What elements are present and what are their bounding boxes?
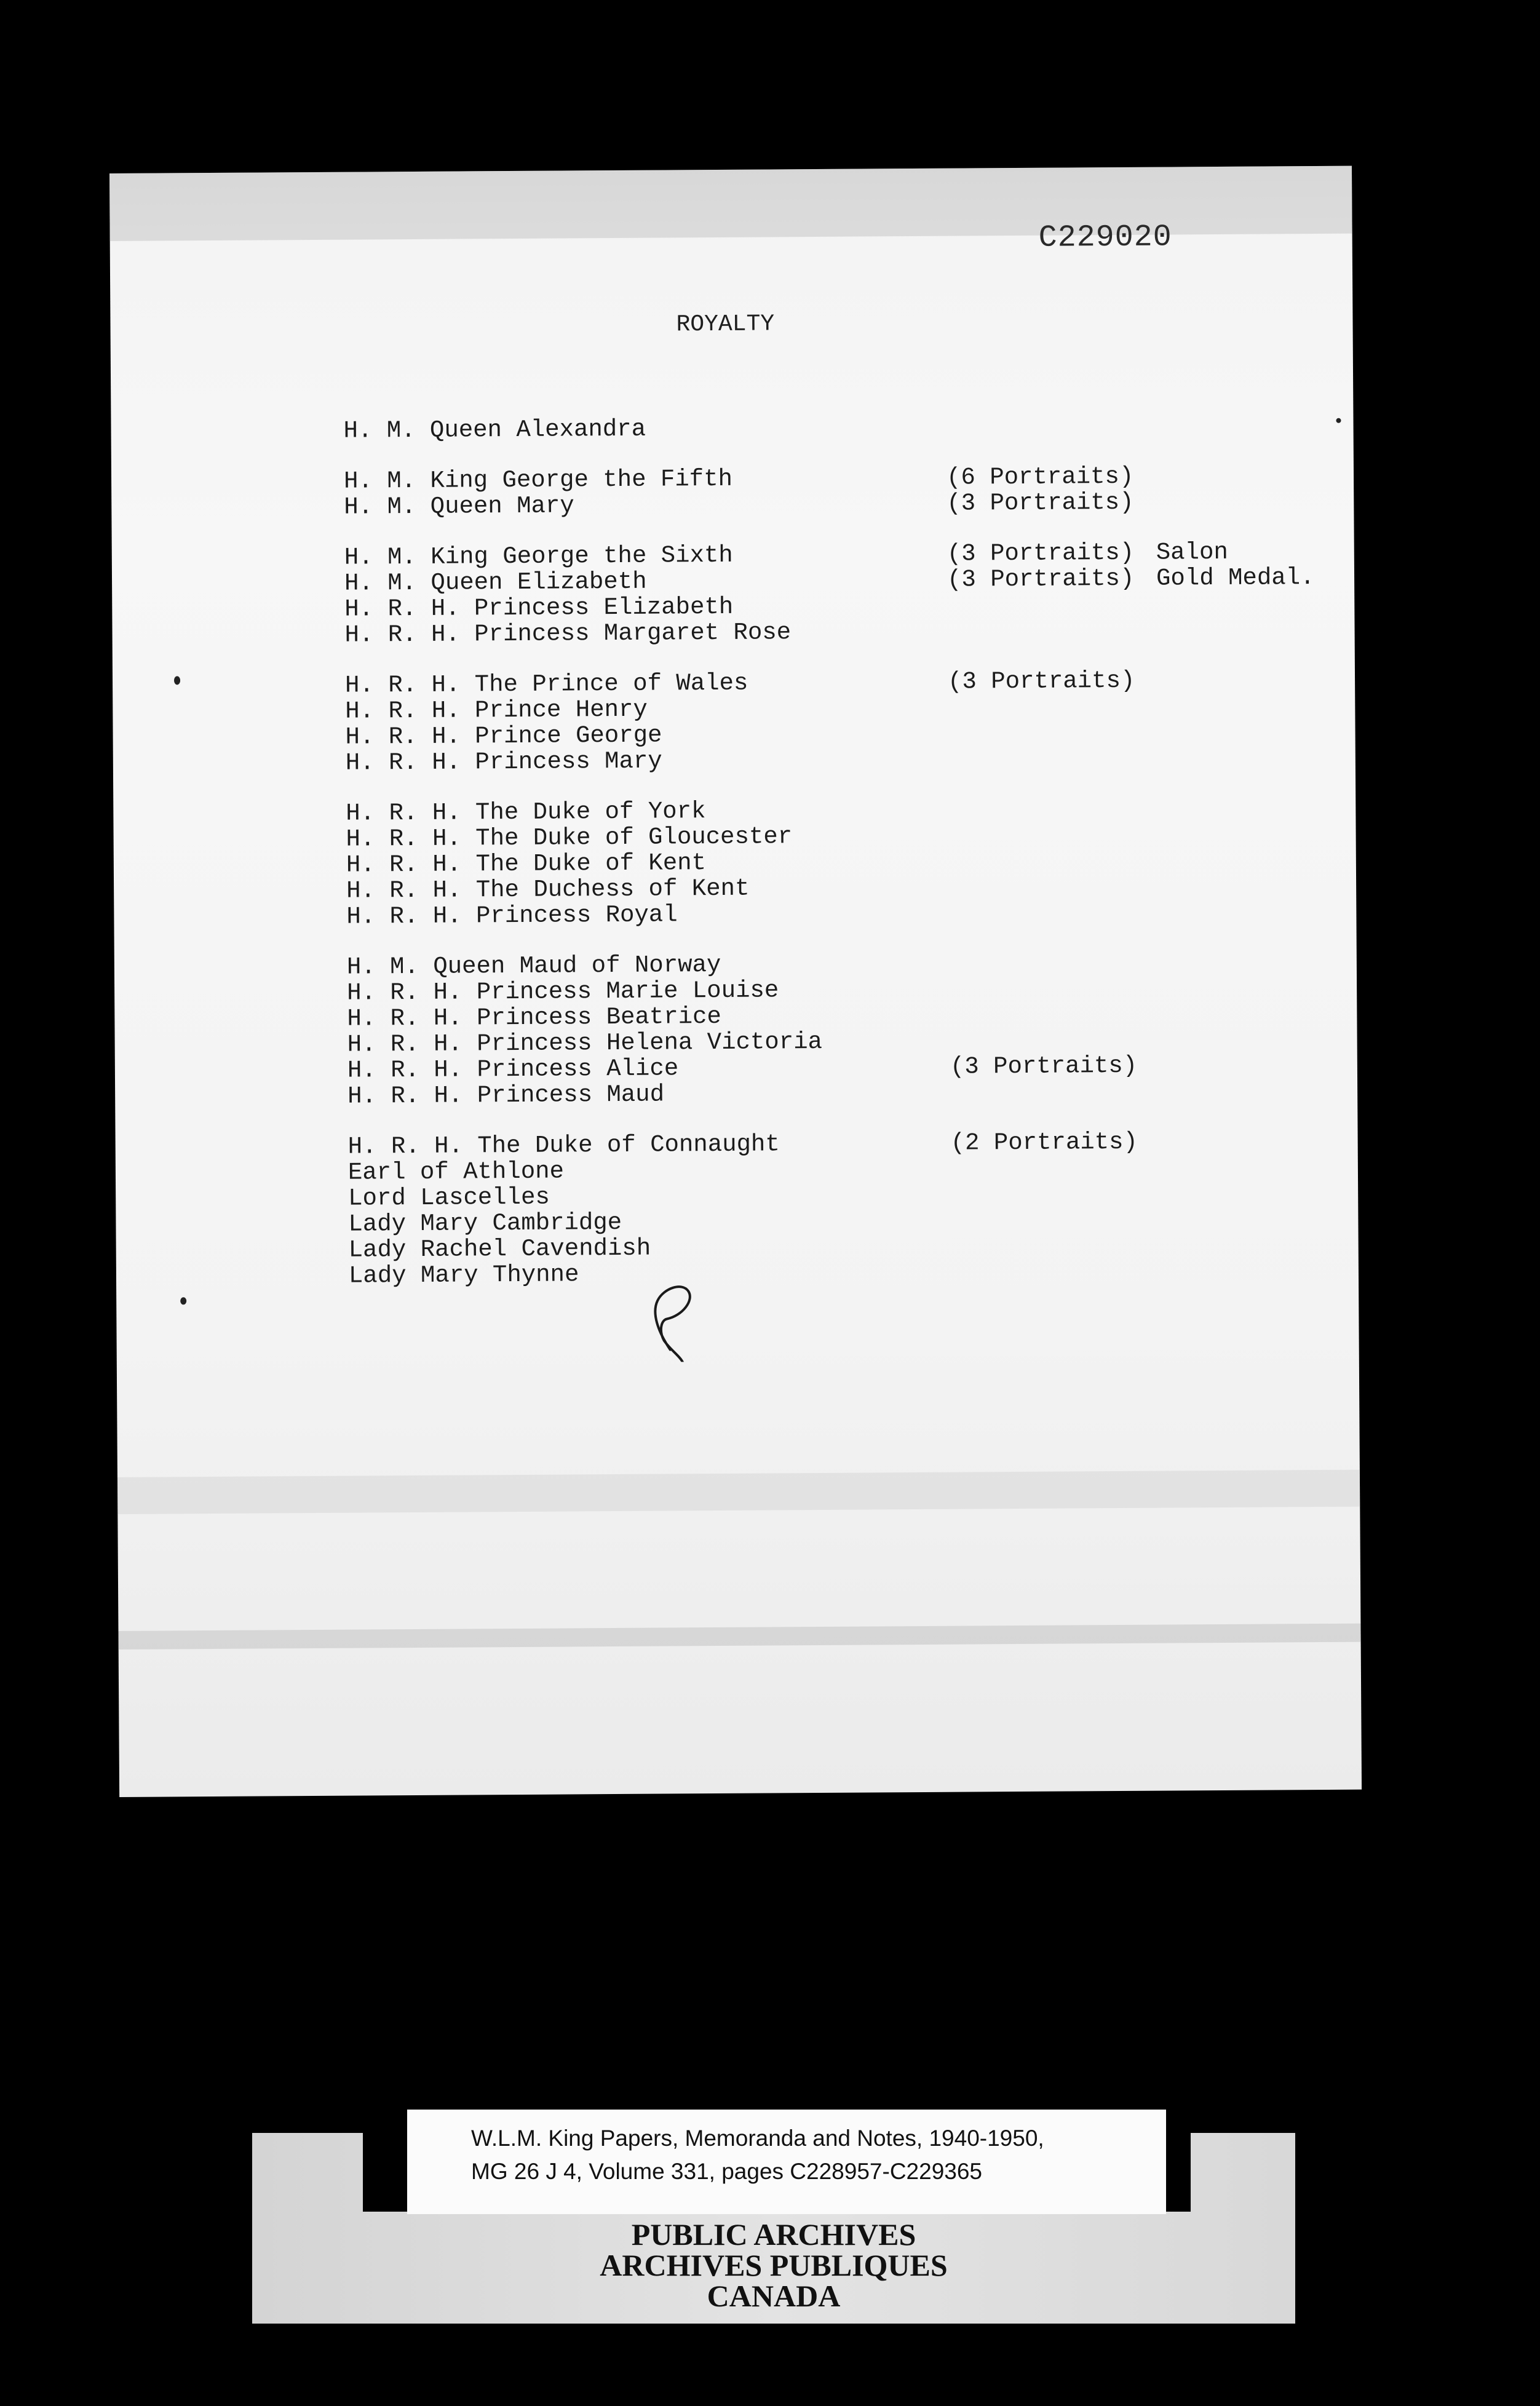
portrait-count: (3 Portraits) <box>947 565 1135 594</box>
entry-group <box>344 539 1354 648</box>
entry-row <box>346 898 1355 930</box>
entry-name: H. R. H. The Duke of Kent <box>346 849 707 879</box>
portrait-count <box>948 815 1157 816</box>
entry-row <box>344 488 1352 520</box>
entry-name: H. R. H. The Duchess of Kent <box>346 875 750 905</box>
portrait-count <box>951 1226 1160 1227</box>
entry-group <box>348 1128 1358 1289</box>
entry-group <box>347 948 1357 1110</box>
entry-row <box>346 744 1354 776</box>
entry-name: H. R. H. Prince Henry <box>345 696 648 725</box>
portrait-count <box>948 739 1157 740</box>
scan-speck <box>1336 418 1341 423</box>
scan-shadow-band <box>117 1470 1360 1514</box>
entry-row <box>349 1257 1357 1289</box>
entry-name: H. R. H. Princess Helena Victoria <box>347 1028 823 1058</box>
entry-name: H. M. Queen Maud of Norway <box>346 951 721 981</box>
entry-name: H. R. H. The Duke of York <box>346 798 706 827</box>
portrait-count <box>949 867 1158 868</box>
citation-line-2: MG 26 J 4, Volume 331, pages C228957-C229365 <box>471 2159 983 2184</box>
entry-name: H. R. H. Princess Margaret Rose <box>344 619 792 649</box>
portrait-count <box>949 841 1158 842</box>
archives-line-3: CANADA <box>707 2279 841 2313</box>
handwritten-initial <box>645 1263 720 1362</box>
entry-group <box>344 463 1352 520</box>
portrait-count: (6 Portraits) <box>946 463 1134 491</box>
entry-name: H. M. King George the Fifth <box>343 465 733 495</box>
award-note: Salon <box>1156 538 1228 566</box>
scan-speck <box>180 1297 186 1304</box>
entry-name: H. R. H. Princess Mary <box>345 747 662 777</box>
entry-name: H. R. H. Princess Marie Louise <box>347 977 779 1007</box>
portrait-count <box>951 1277 1161 1279</box>
portrait-count <box>948 637 1157 638</box>
royalty-list <box>343 412 1357 1314</box>
portrait-count: (3 Portraits) <box>947 539 1135 568</box>
portrait-count <box>951 1200 1160 1201</box>
entry-row <box>344 616 1353 648</box>
portrait-count <box>948 764 1157 766</box>
portrait-count <box>949 918 1158 919</box>
portrait-count: (2 Portraits) <box>950 1128 1138 1157</box>
page-title: ROYALTY <box>676 311 775 338</box>
entry-name: H. R. H. Princess Elizabeth <box>344 593 734 623</box>
entry-group <box>345 667 1354 776</box>
entry-row <box>344 565 1353 597</box>
entry-name: H. R. H. Princess Beatrice <box>347 1002 722 1033</box>
entry-name: Lord Lascelles <box>348 1183 550 1212</box>
card-notch <box>363 2133 407 2212</box>
archives-line-2: ARCHIVES PUBLIQUES <box>600 2248 948 2282</box>
entry-name: H. R. H. Princess Alice <box>347 1055 679 1084</box>
portrait-count: (3 Portraits) <box>947 488 1134 517</box>
card-notch <box>1166 2133 1191 2212</box>
archives-stamp <box>252 2219 1295 2311</box>
entry-name: H. R. H. Prince George <box>345 721 662 751</box>
entry-row <box>343 412 1352 444</box>
entry-name: H. R. H. Princess Maud <box>347 1081 665 1110</box>
portrait-count <box>950 995 1159 996</box>
scan-shadow-band <box>118 1624 1360 1650</box>
citation-label <box>407 2110 1166 2214</box>
entry-name: H. M. Queen Elizabeth <box>344 568 647 597</box>
portrait-count <box>950 1020 1159 1022</box>
archives-line-1: PUBLIC ARCHIVES <box>631 2217 916 2252</box>
portrait-count <box>950 1046 1159 1047</box>
entry-name: H. R. H. The Duke of Gloucester <box>346 823 793 853</box>
entry-name: Earl of Athlone <box>347 1157 565 1186</box>
entry-row <box>347 1078 1356 1110</box>
portrait-count <box>948 713 1157 714</box>
portrait-count <box>951 1252 1161 1253</box>
portrait-count <box>951 1174 1160 1175</box>
entry-name: Lady Mary Cambridge <box>348 1209 622 1238</box>
document-page <box>109 166 1362 1797</box>
citation-line-1: W.L.M. King Papers, Memoranda and Notes, 1940-1950, <box>471 2126 1044 2151</box>
portrait-count <box>950 1098 1159 1099</box>
entry-name: H. R. H. The Duke of Connaught <box>347 1130 780 1161</box>
portrait-count <box>949 892 1158 894</box>
portrait-count: (3 Portraits) <box>947 667 1135 696</box>
portrait-count <box>947 611 1156 612</box>
entry-group <box>346 795 1355 930</box>
entry-name: H. R. H. Princess Royal <box>346 901 678 931</box>
document-number: C229020 <box>1038 220 1172 256</box>
portrait-count: (3 Portraits) <box>950 1052 1138 1081</box>
entry-name: H. M. King George the Sixth <box>344 541 733 571</box>
scan-speck <box>174 676 180 685</box>
entry-name: Lady Mary Thynne <box>348 1261 579 1290</box>
entry-name: H. R. H. The Prince of Wales <box>344 669 748 699</box>
entry-name: H. M. Queen Mary <box>344 492 574 521</box>
portrait-count <box>947 432 1156 434</box>
portrait-count <box>950 969 1159 970</box>
entry-name: H. M. Queen Alexandra <box>343 415 646 445</box>
entry-group <box>343 412 1352 444</box>
entry-name: Lady Rachel Cavendish <box>348 1234 651 1264</box>
award-note: Gold Medal. <box>1156 564 1315 592</box>
